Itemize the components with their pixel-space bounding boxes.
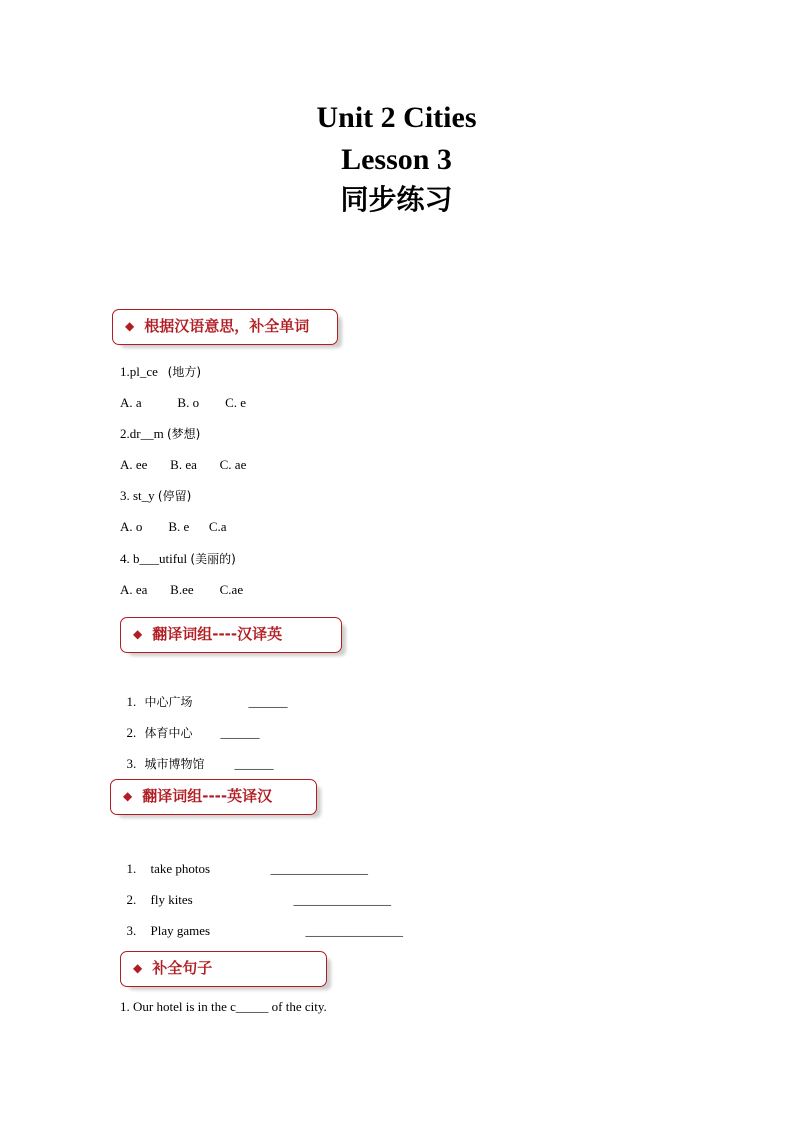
answer-blank: ______ <box>220 725 260 740</box>
item-number: 1. <box>126 861 137 876</box>
title-unit: Unit 2 Cities <box>316 101 477 134</box>
section-heading-en-to-cn <box>110 779 317 815</box>
question-options: A. ea B.ee C.ae <box>120 582 244 597</box>
section-heading-text: 根据汉语意思，补全单词 <box>144 317 310 335</box>
answer-blank: ______ <box>234 756 274 771</box>
question-options: A. ee B. ea C. ae <box>120 457 247 472</box>
question-item <box>120 425 200 443</box>
diamond-icon: ◆ <box>125 319 135 333</box>
sentence-item <box>120 998 327 1016</box>
phrase-item <box>120 737 274 773</box>
answer-blank: _______________ <box>293 892 391 907</box>
phrase-item <box>120 904 403 940</box>
spacer <box>158 364 168 379</box>
section-heading-text: 翻译词组----汉译英 <box>152 625 283 643</box>
answer-blank: _______________ <box>305 923 403 938</box>
diamond-icon: ◆ <box>133 961 143 975</box>
question-meaning: (停留) <box>157 489 192 503</box>
question-options: A. a B. o C. e <box>120 395 247 410</box>
question-word: 3. st_y <box>120 488 155 503</box>
section-heading-text: 补全句子 <box>152 959 213 977</box>
item-text: 城市博物馆 <box>144 757 205 771</box>
item-text: take photos <box>150 861 211 876</box>
question-item <box>120 550 236 568</box>
item-text: 体育中心 <box>144 726 193 740</box>
question-word: 1.pl_ce <box>120 364 158 379</box>
section-heading-cn-to-en <box>120 617 342 653</box>
title-lesson: Lesson 3 <box>341 143 452 176</box>
item-number: 3. <box>126 923 137 938</box>
question-meaning: (美丽的) <box>190 552 236 566</box>
item-number: 2. <box>126 725 137 740</box>
item-text: fly kites <box>150 892 193 907</box>
section-heading-complete-words <box>112 309 338 345</box>
item-text: Play games <box>150 923 211 938</box>
question-meaning: (地方) <box>167 365 202 379</box>
answer-blank: _____ <box>235 999 269 1014</box>
question-item <box>120 363 201 381</box>
diamond-icon: ◆ <box>133 627 143 641</box>
answer-blank: _______________ <box>270 861 368 876</box>
title-practice: 同步练习 <box>340 183 453 216</box>
item-text: 中心广场 <box>144 695 193 709</box>
section-heading-complete-sentences <box>120 951 327 987</box>
question-word: 2.dr__m <box>120 426 164 441</box>
answer-blank: ______ <box>248 694 288 709</box>
question-options: A. o B. e C.a <box>120 519 227 534</box>
sentence-start: 1. Our hotel is in the c <box>120 999 236 1014</box>
item-number: 2. <box>126 892 137 907</box>
question-meaning: (梦想) <box>166 427 201 441</box>
sentence-end: of the city. <box>268 999 327 1014</box>
diamond-icon: ◆ <box>123 789 133 803</box>
question-word: 4. b___utiful <box>120 551 188 566</box>
section-heading-text: 翻译词组----英译汉 <box>142 787 273 805</box>
item-number: 1. <box>126 694 137 709</box>
item-number: 3. <box>126 756 137 771</box>
question-item <box>120 487 191 505</box>
